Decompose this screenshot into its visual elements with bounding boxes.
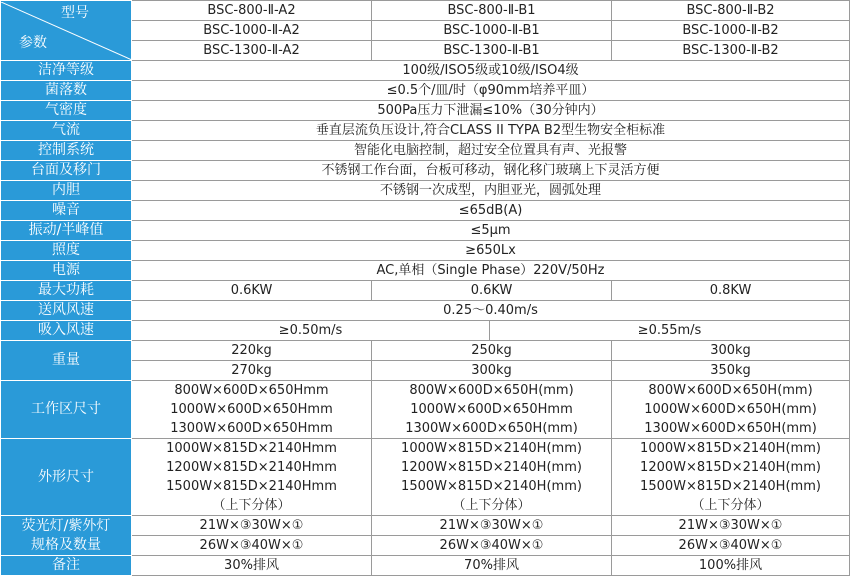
external-note: （上下分体） <box>212 498 291 513</box>
row-noise <box>1 201 850 221</box>
row-supply-speed <box>1 301 850 321</box>
row-value: 0.6KW <box>132 281 372 301</box>
header-corner <box>1 1 132 61</box>
row-control <box>1 141 850 161</box>
row-colonies <box>1 81 850 101</box>
model-name: BSC-1300-Ⅱ-A2 <box>132 40 371 60</box>
row-value: 0.6KW <box>372 281 612 301</box>
lamps-value: 26W×③40W×① <box>372 535 611 555</box>
row-label: 菌落数 <box>1 81 132 101</box>
row-value: 70%排风 <box>372 556 612 576</box>
external-value: 1000W×815D×2140Hmm <box>166 441 337 456</box>
row-value: 0.25～0.40m/s <box>132 301 850 321</box>
external-cell <box>132 439 372 516</box>
external-value: 1000W×815D×2140H(mm) <box>640 441 821 456</box>
row-value: 0.8KW <box>612 281 850 301</box>
lamps-value: 21W×③30W×① <box>199 518 304 533</box>
param-label: 参数 <box>19 34 47 51</box>
row-airflow <box>1 121 850 141</box>
row-value: 垂直层流负压设计,符合CLASS II TYPA B2型生物安全柜标准 <box>132 121 850 141</box>
external-value: 1500W×815D×2140Hmm <box>166 479 337 494</box>
row-label: 最大功耗 <box>1 281 132 301</box>
row-value: 不锈钢一次成型，内胆亚光，圆弧处理 <box>132 181 850 201</box>
work-area-value: 1300W×600D×650H(mm) <box>405 421 578 436</box>
weight-value: 270kg <box>132 360 371 380</box>
external-value: 1500W×815D×2140H(mm) <box>640 479 821 494</box>
work-area-cell <box>612 381 850 439</box>
work-area-value: 1300W×600D×650H(mm) <box>644 421 817 436</box>
row-label: 台面及移门 <box>1 161 132 181</box>
row-value: ≥0.50m/s <box>132 321 490 341</box>
row-value: 智能化电脑控制，超过安全位置具有声、光报警 <box>132 141 850 161</box>
work-area-value: 800W×600D×650H(mm) <box>648 383 813 398</box>
row-value: 100%排风 <box>612 556 850 576</box>
row-max-power <box>1 281 850 301</box>
row-value: 不锈钢工作台面，台板可移动，钢化移门玻璃上下灵活方便 <box>132 161 850 181</box>
external-value: 1000W×815D×2140H(mm) <box>401 441 582 456</box>
work-area-value: 800W×600D×650H(mm) <box>409 383 574 398</box>
row-external <box>1 439 850 516</box>
row-value: ≤65dB(A) <box>132 201 850 221</box>
row-value: ≥650Lx <box>132 241 850 261</box>
external-cell <box>372 439 612 516</box>
row-label: 电源 <box>1 261 132 281</box>
lamps-cell <box>132 516 372 556</box>
row-label: 工作区尺寸 <box>1 381 132 439</box>
row-lamps <box>1 516 850 556</box>
model-column-b1 <box>372 1 612 61</box>
row-intake-speed <box>1 321 850 341</box>
work-area-value: 1300W×600D×650Hmm <box>170 421 333 436</box>
work-area-value: 1000W×600D×650H(mm) <box>644 402 817 417</box>
model-name: BSC-1000-Ⅱ-B1 <box>372 20 611 40</box>
external-value: 1200W×815D×2140Hmm <box>166 460 337 475</box>
row-value: 30%排风 <box>132 556 372 576</box>
row-label: 内胆 <box>1 181 132 201</box>
row-label: 控制系统 <box>1 141 132 161</box>
row-label: 气密度 <box>1 101 132 121</box>
row-label: 洁净等级 <box>1 61 132 81</box>
lamps-label-line: 规格及数量 <box>31 536 101 553</box>
row-label: 吸入风速 <box>1 321 132 341</box>
external-note: （上下分体） <box>691 498 770 513</box>
work-area-cell <box>132 381 372 439</box>
work-area-value: 1000W×600D×650Hmm <box>170 402 333 417</box>
external-value: 1200W×815D×2140H(mm) <box>401 460 582 475</box>
row-value: ≤5μm <box>132 221 850 241</box>
work-area-cell <box>372 381 612 439</box>
weight-value: 250kg <box>471 343 512 358</box>
row-label: 照度 <box>1 241 132 261</box>
row-label: 气流 <box>1 121 132 141</box>
model-name: BSC-800-Ⅱ-B2 <box>686 3 775 18</box>
external-value: 1500W×815D×2140H(mm) <box>401 479 582 494</box>
weight-cell <box>132 341 372 381</box>
model-name: BSC-1000-Ⅱ-B2 <box>612 20 849 40</box>
row-airtightness <box>1 101 850 121</box>
weight-cell <box>612 341 850 381</box>
external-value: 1200W×815D×2140H(mm) <box>640 460 821 475</box>
row-illumination <box>1 241 850 261</box>
row-worktop <box>1 161 850 181</box>
work-area-value: 1000W×600D×650Hmm <box>410 402 573 417</box>
row-value: AC,单相（Single Phase）220V/50Hz <box>132 261 850 281</box>
row-power-supply <box>1 261 850 281</box>
weight-value: 220kg <box>231 343 272 358</box>
row-label: 备注 <box>1 556 132 576</box>
weight-value: 300kg <box>710 343 751 358</box>
weight-value: 300kg <box>372 360 611 380</box>
lamps-value: 21W×③30W×① <box>439 518 544 533</box>
row-cleanliness <box>1 61 850 81</box>
lamps-value: 26W×③40W×① <box>612 535 849 555</box>
model-name: BSC-1000-Ⅱ-A2 <box>132 20 371 40</box>
lamps-cell <box>372 516 612 556</box>
row-value: 100级/ISO5级或10级/ISO4级 <box>132 61 850 81</box>
model-name: BSC-1300-Ⅱ-B2 <box>612 40 849 60</box>
lamps-label-line: 荧光灯/紫外灯 <box>21 517 111 534</box>
row-remarks <box>1 556 850 576</box>
row-work-area <box>1 381 850 439</box>
model-name: BSC-1300-Ⅱ-B1 <box>372 40 611 60</box>
row-vibration <box>1 221 850 241</box>
work-area-value: 800W×600D×650Hmm <box>174 383 329 398</box>
weight-cell <box>372 341 612 381</box>
external-cell <box>612 439 850 516</box>
model-name: BSC-800-Ⅱ-B1 <box>447 3 536 18</box>
row-liner <box>1 181 850 201</box>
lamps-cell <box>612 516 850 556</box>
model-column-b2 <box>612 1 850 61</box>
row-label: 重量 <box>1 341 132 381</box>
weight-value: 350kg <box>612 360 849 380</box>
row-label: 噪音 <box>1 201 132 221</box>
model-column-a2 <box>132 1 372 61</box>
row-label: 送风风速 <box>1 301 132 321</box>
row-weight <box>1 341 850 381</box>
row-label <box>1 516 132 556</box>
model-name: BSC-800-Ⅱ-A2 <box>207 3 296 18</box>
lamps-value: 26W×③40W×① <box>132 535 371 555</box>
header-row <box>1 1 850 61</box>
row-label: 振动/半峰值 <box>1 221 132 241</box>
external-note: （上下分体） <box>452 498 531 513</box>
row-value: 500Pa压力下泄漏≤10%（30分钟内） <box>132 101 850 121</box>
row-label: 外形尺寸 <box>1 439 132 516</box>
row-value: ≥0.55m/s <box>490 321 850 341</box>
model-label: 型号 <box>61 4 89 21</box>
lamps-value: 21W×③30W×① <box>678 518 783 533</box>
row-value: ≤0.5个/皿/时（φ90mm培养平皿） <box>132 81 850 101</box>
